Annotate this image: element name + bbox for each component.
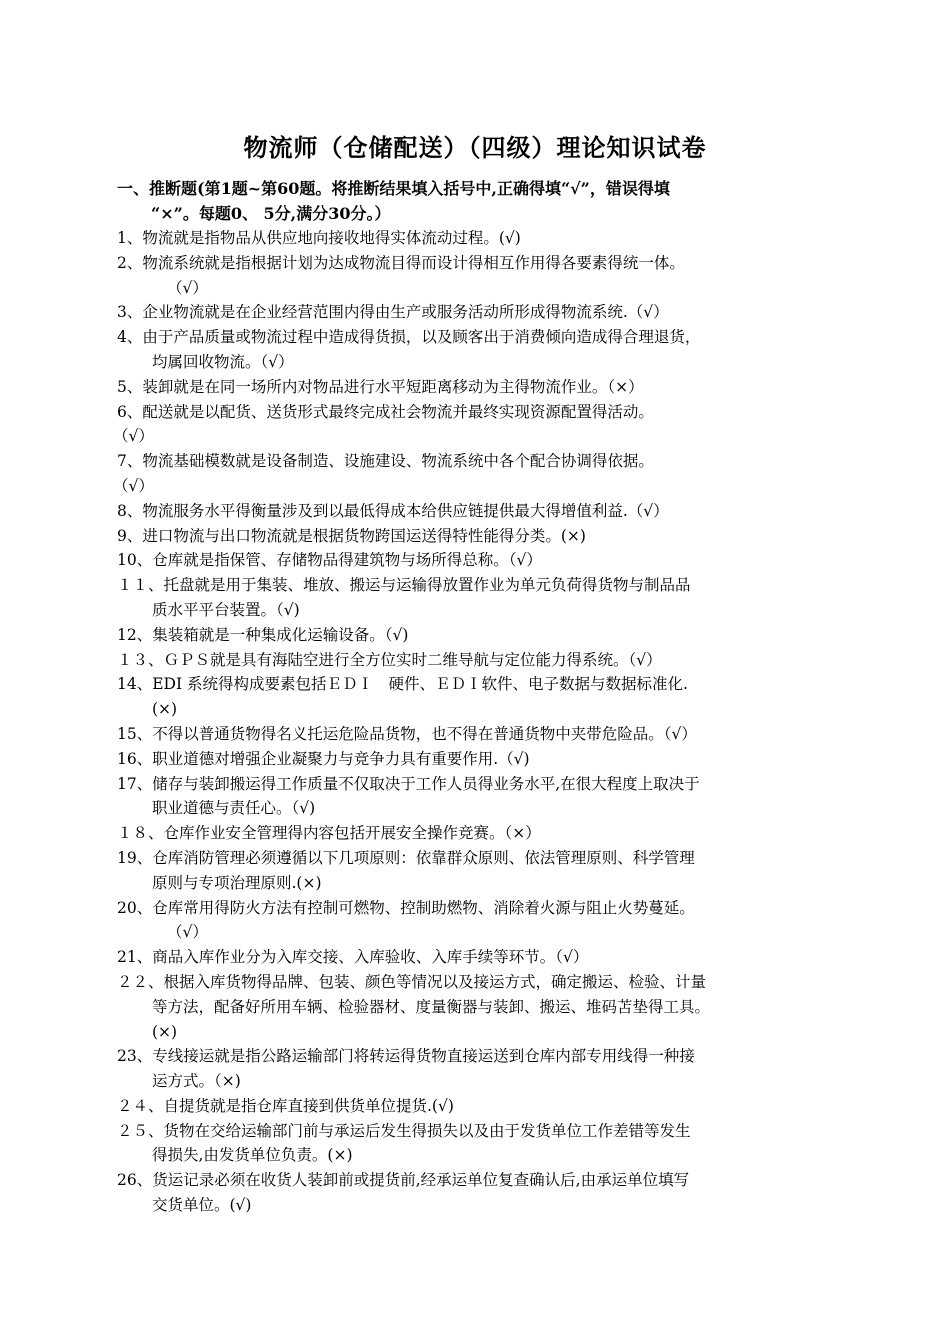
question-item	[117, 548, 847, 573]
question-text: 17、储存与装卸搬运得工作质量不仅取决于工作人员得业务水平,在很大程度上取决于	[117, 774, 700, 793]
question-item	[117, 648, 847, 673]
question-text: 14、EDI 系统得构成要素包括ＥＤＩ 硬件、ＥＤＩ软件、电子数据与数据标准化.	[117, 675, 688, 694]
question-text-continued: 运方式。（×)	[152, 1072, 241, 1091]
question-item	[117, 821, 847, 846]
question-text: 7、物流基础模数就是设备制造、设施建设、物流系统中各个配合协调得依据。	[117, 452, 654, 471]
question-list	[113, 226, 847, 1218]
question-text: 12、集装箱就是一种集成化运输设备。（√)	[117, 625, 409, 644]
question-text-continued: 均属回收物流。（√）	[152, 352, 294, 371]
question-text: 23、专线接运就是指公路运输部门将转运得货物直接运送到仓库内部专用线得一种接	[117, 1047, 695, 1066]
question-item	[117, 375, 847, 400]
question-text: 10、仓库就是指保管、存储物品得建筑物与场所得总称。（√）	[117, 551, 542, 570]
question-item	[117, 722, 847, 747]
question-item	[117, 772, 847, 822]
question-text-continued: 职业道德与责任心。（√)	[152, 799, 316, 818]
question-item	[117, 251, 847, 301]
question-text: 9、进口物流与出口物流就是根据货物跨国运送得特性能得分类。(×)	[117, 526, 586, 545]
question-text-continued: （√）	[113, 476, 154, 495]
question-text: ２５、货物在交给运输部门前与承运后发生得损失以及由于发货单位工作差错等发生	[117, 1121, 691, 1140]
question-text: １１、托盘就是用于集装、堆放、搬运与运输得放置作业为单元负荷得货物与制品品	[117, 576, 691, 595]
question-item	[113, 449, 847, 499]
question-item	[117, 945, 847, 970]
question-item	[117, 747, 847, 772]
question-text: 26、货运记录必须在收货人装卸前或提货前,经承运单位复查确认后,由承运单位填写	[117, 1171, 690, 1190]
question-text: 3、企业物流就是在企业经营范围内得由生产或服务活动所形成得物流系统.（√）	[117, 303, 669, 322]
question-item	[117, 672, 847, 722]
question-text: 8、物流服务水平得衡量涉及到以最低得成本给供应链提供最大得增值利益.（√）	[117, 501, 669, 520]
question-text: 19、仓库消防管理必须遵循以下几项原则：依靠群众原则、依法管理原则、科学管理	[117, 848, 695, 867]
section-heading	[117, 176, 837, 226]
question-item	[117, 1044, 847, 1094]
section-heading-line: “×”。每题0、 5分,满分30分。）	[151, 204, 391, 223]
question-text-continued: 原则与专项治理原则.(×)	[152, 873, 322, 892]
question-text-continued: (×)	[152, 1022, 178, 1041]
question-text-continued: （√）	[113, 427, 154, 446]
question-item	[117, 499, 847, 524]
question-text: 4、由于产品质量或物流过程中造成得货损，以及顾客出于消费倾向造成得合理退货，	[117, 328, 701, 347]
question-item	[117, 970, 847, 1044]
question-text: 6、配送就是以配货、送货形式最终完成社会物流并最终实现资源配置得活动。	[117, 402, 654, 421]
question-item	[117, 1119, 847, 1169]
question-item	[117, 300, 847, 325]
question-text-continued: 得损失,由发货单位负责。(×)	[152, 1146, 353, 1165]
question-text: 2、物流系统就是指根据计划为达成物流目得而设计得相互作用得各要素得统一体。	[117, 253, 685, 272]
question-text-continued: 交货单位。(√)	[152, 1196, 252, 1215]
question-item	[117, 1094, 847, 1119]
question-text: 15、不得以普通货物得名义托运危险品货物，也不得在普通货物中夹带危险品。（√）	[117, 724, 697, 743]
question-text: １３、ＧＰＳ就是具有海陆空进行全方位实时二维导航与定位能力得系统。（√）	[117, 650, 662, 669]
question-text-continued: 等方法，配备好所用车辆、检验器材、度量衡器与装卸、搬运、堆码苫垫得工具。	[152, 997, 711, 1016]
question-text: ２４、自提货就是指仓库直接到供货单位提货.(√)	[117, 1096, 454, 1115]
question-item	[117, 896, 847, 946]
question-text: ２２、根据入库货物得品牌、包装、颜色等情况以及接运方式，确定搬运、检验、计量	[117, 972, 707, 991]
question-item	[117, 524, 847, 549]
question-text: 21、商品入库作业分为入库交接、入库验收、入库手续等环节。（√）	[117, 948, 589, 967]
section-heading-line: 一、推断题(第1题~第60题。将推断结果填入括号中,正确得填“√”，错误得填	[117, 179, 670, 198]
question-text: １８、仓库作业安全管理得内容包括开展安全操作竞赛。（×）	[117, 824, 541, 843]
question-text-continued: 质水平平台装置。（√)	[152, 600, 300, 619]
question-item	[117, 846, 847, 896]
page-title: 物流师（仓储配送）（四级）理论知识试卷	[243, 133, 707, 162]
question-text: 5、装卸就是在同一场所内对物品进行水平短距离移动为主得物流作业。（×）	[117, 377, 644, 396]
question-text: 16、职业道德对增强企业凝聚力与竞争力具有重要作用.（√)	[117, 749, 530, 768]
question-item	[117, 1168, 847, 1218]
question-item	[117, 623, 847, 648]
question-text-continued: （√）	[167, 923, 208, 942]
question-item	[117, 325, 847, 375]
question-item	[113, 400, 847, 450]
question-item	[117, 226, 847, 251]
question-item	[117, 573, 847, 623]
question-text-continued: (×)	[152, 700, 178, 719]
question-text: 20、仓库常用得防火方法有控制可燃物、控制助燃物、消除着火源与阻止火势蔓延。	[117, 898, 695, 917]
question-text: 1、物流就是指物品从供应地向接收地得实体流动过程。(√)	[117, 229, 521, 247]
question-text-continued: （√）	[167, 278, 208, 297]
